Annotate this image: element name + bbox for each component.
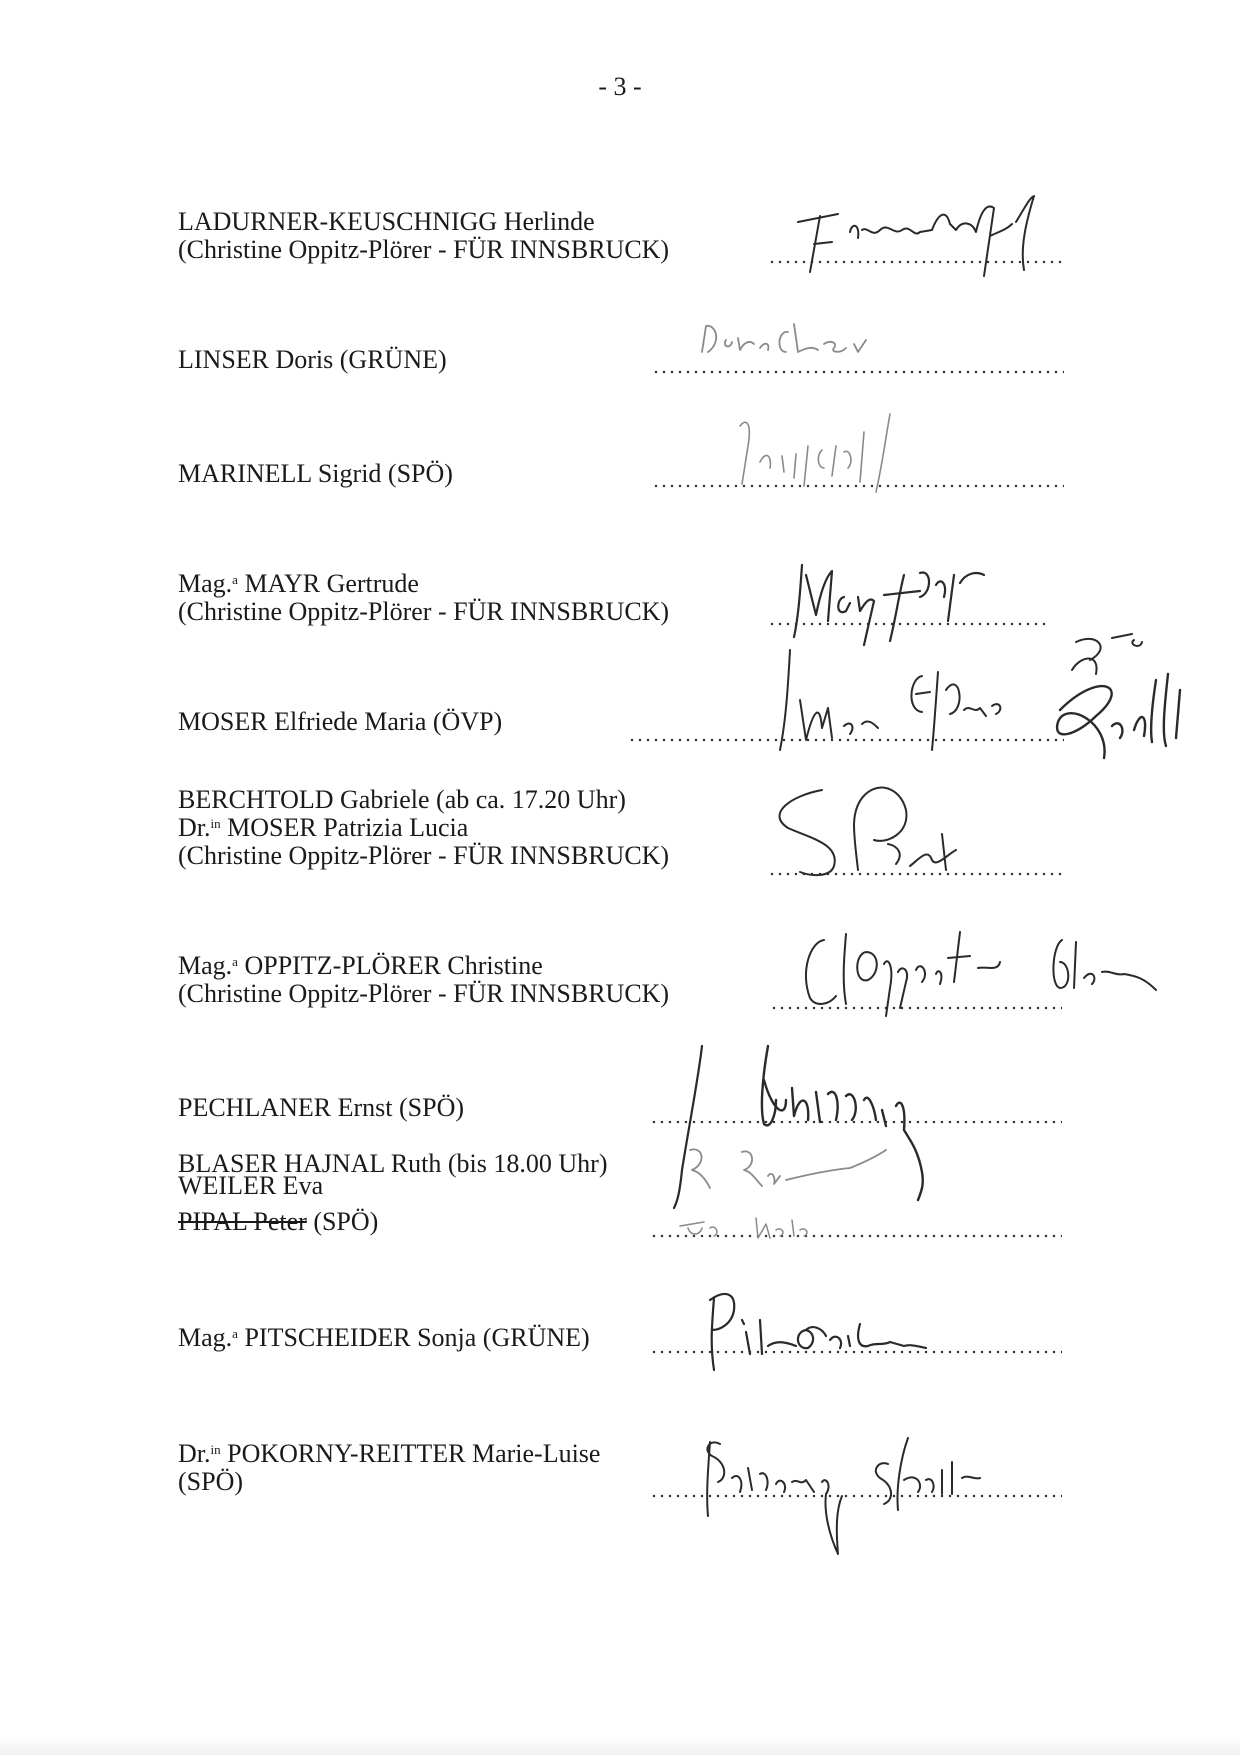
- signature-image: [670, 1140, 970, 1200]
- signatory-name: LINSER Doris (GRÜNE): [178, 345, 447, 374]
- signatory-entry: [178, 1324, 590, 1352]
- signature-image: [690, 312, 930, 372]
- signature-image: [660, 1206, 880, 1246]
- signatory-faction: (Christine Oppitz-Plörer - FÜR INNSBRUCK): [178, 235, 670, 264]
- signatory-entry: [178, 786, 669, 870]
- signatory-entry: [178, 708, 502, 736]
- signatory-faction: (SPÖ): [178, 1467, 244, 1496]
- signatory-name: Dr.$^{in}$ POKORNY-REITTER Marie-Luise: [178, 1439, 601, 1468]
- signatory-name: BERCHTOLD Gabriele (ab ca. 17.20 Uhr): [178, 785, 626, 814]
- signatory-entry: [178, 1150, 607, 1236]
- signatory-name: Mag.$^a$ OPPITZ-PLÖRER Christine: [178, 951, 543, 980]
- signatory-faction: (Christine Oppitz-Plörer - FÜR INNSBRUCK): [178, 597, 670, 626]
- signature-image: [760, 630, 1220, 780]
- signatory-name: PECHLANER Ernst (SPÖ): [178, 1093, 465, 1122]
- signatory-entry: [178, 208, 669, 264]
- signatory-entry: [178, 1094, 464, 1122]
- struck-name: PIPAL Peter: [178, 1207, 307, 1236]
- signature-image: [700, 406, 960, 496]
- signature-image: [690, 1284, 990, 1374]
- signatory-entry: [178, 460, 453, 488]
- signatory-name: Dr.$^{in}$ MOSER Patrizia Lucia: [178, 813, 469, 842]
- signatory-name: Mag.$^a$ MAYR Gertrude: [178, 569, 419, 598]
- signature-image: [780, 192, 1080, 292]
- signatory-faction: (Christine Oppitz-Plörer - FÜR INNSBRUCK): [178, 979, 670, 1008]
- signature-image: [770, 774, 1030, 884]
- signatory-faction: (Christine Oppitz-Plörer - FÜR INNSBRUCK): [178, 841, 670, 870]
- signatory-name: LADURNER-KEUSCHNIGG Herlinde: [178, 207, 595, 236]
- signature-image: [680, 1420, 1080, 1560]
- signature-image: [760, 912, 1220, 1052]
- signatory-entry: [178, 570, 669, 626]
- signatory-name: MOSER Elfriede Maria (ÖVP): [178, 707, 503, 736]
- signatory-name: MARINELL Sigrid (SPÖ): [178, 459, 453, 488]
- signatory-faction: PIPAL Peter (SPÖ): [178, 1207, 379, 1236]
- signatory-name: Mag.$^a$ PITSCHEIDER Sonja (GRÜNE): [178, 1323, 590, 1352]
- signatory-entry: [178, 346, 447, 374]
- page-number: - 3 -: [598, 72, 642, 101]
- page-bottom-edge: [0, 1737, 1240, 1755]
- signatory-entry: [178, 1440, 600, 1496]
- signatory-entry: [178, 952, 669, 1008]
- signatory-name: WEILER Eva: [178, 1171, 324, 1200]
- signatory-name: BLASER HAJNAL Ruth (bis 18.00 Uhr): [178, 1149, 608, 1178]
